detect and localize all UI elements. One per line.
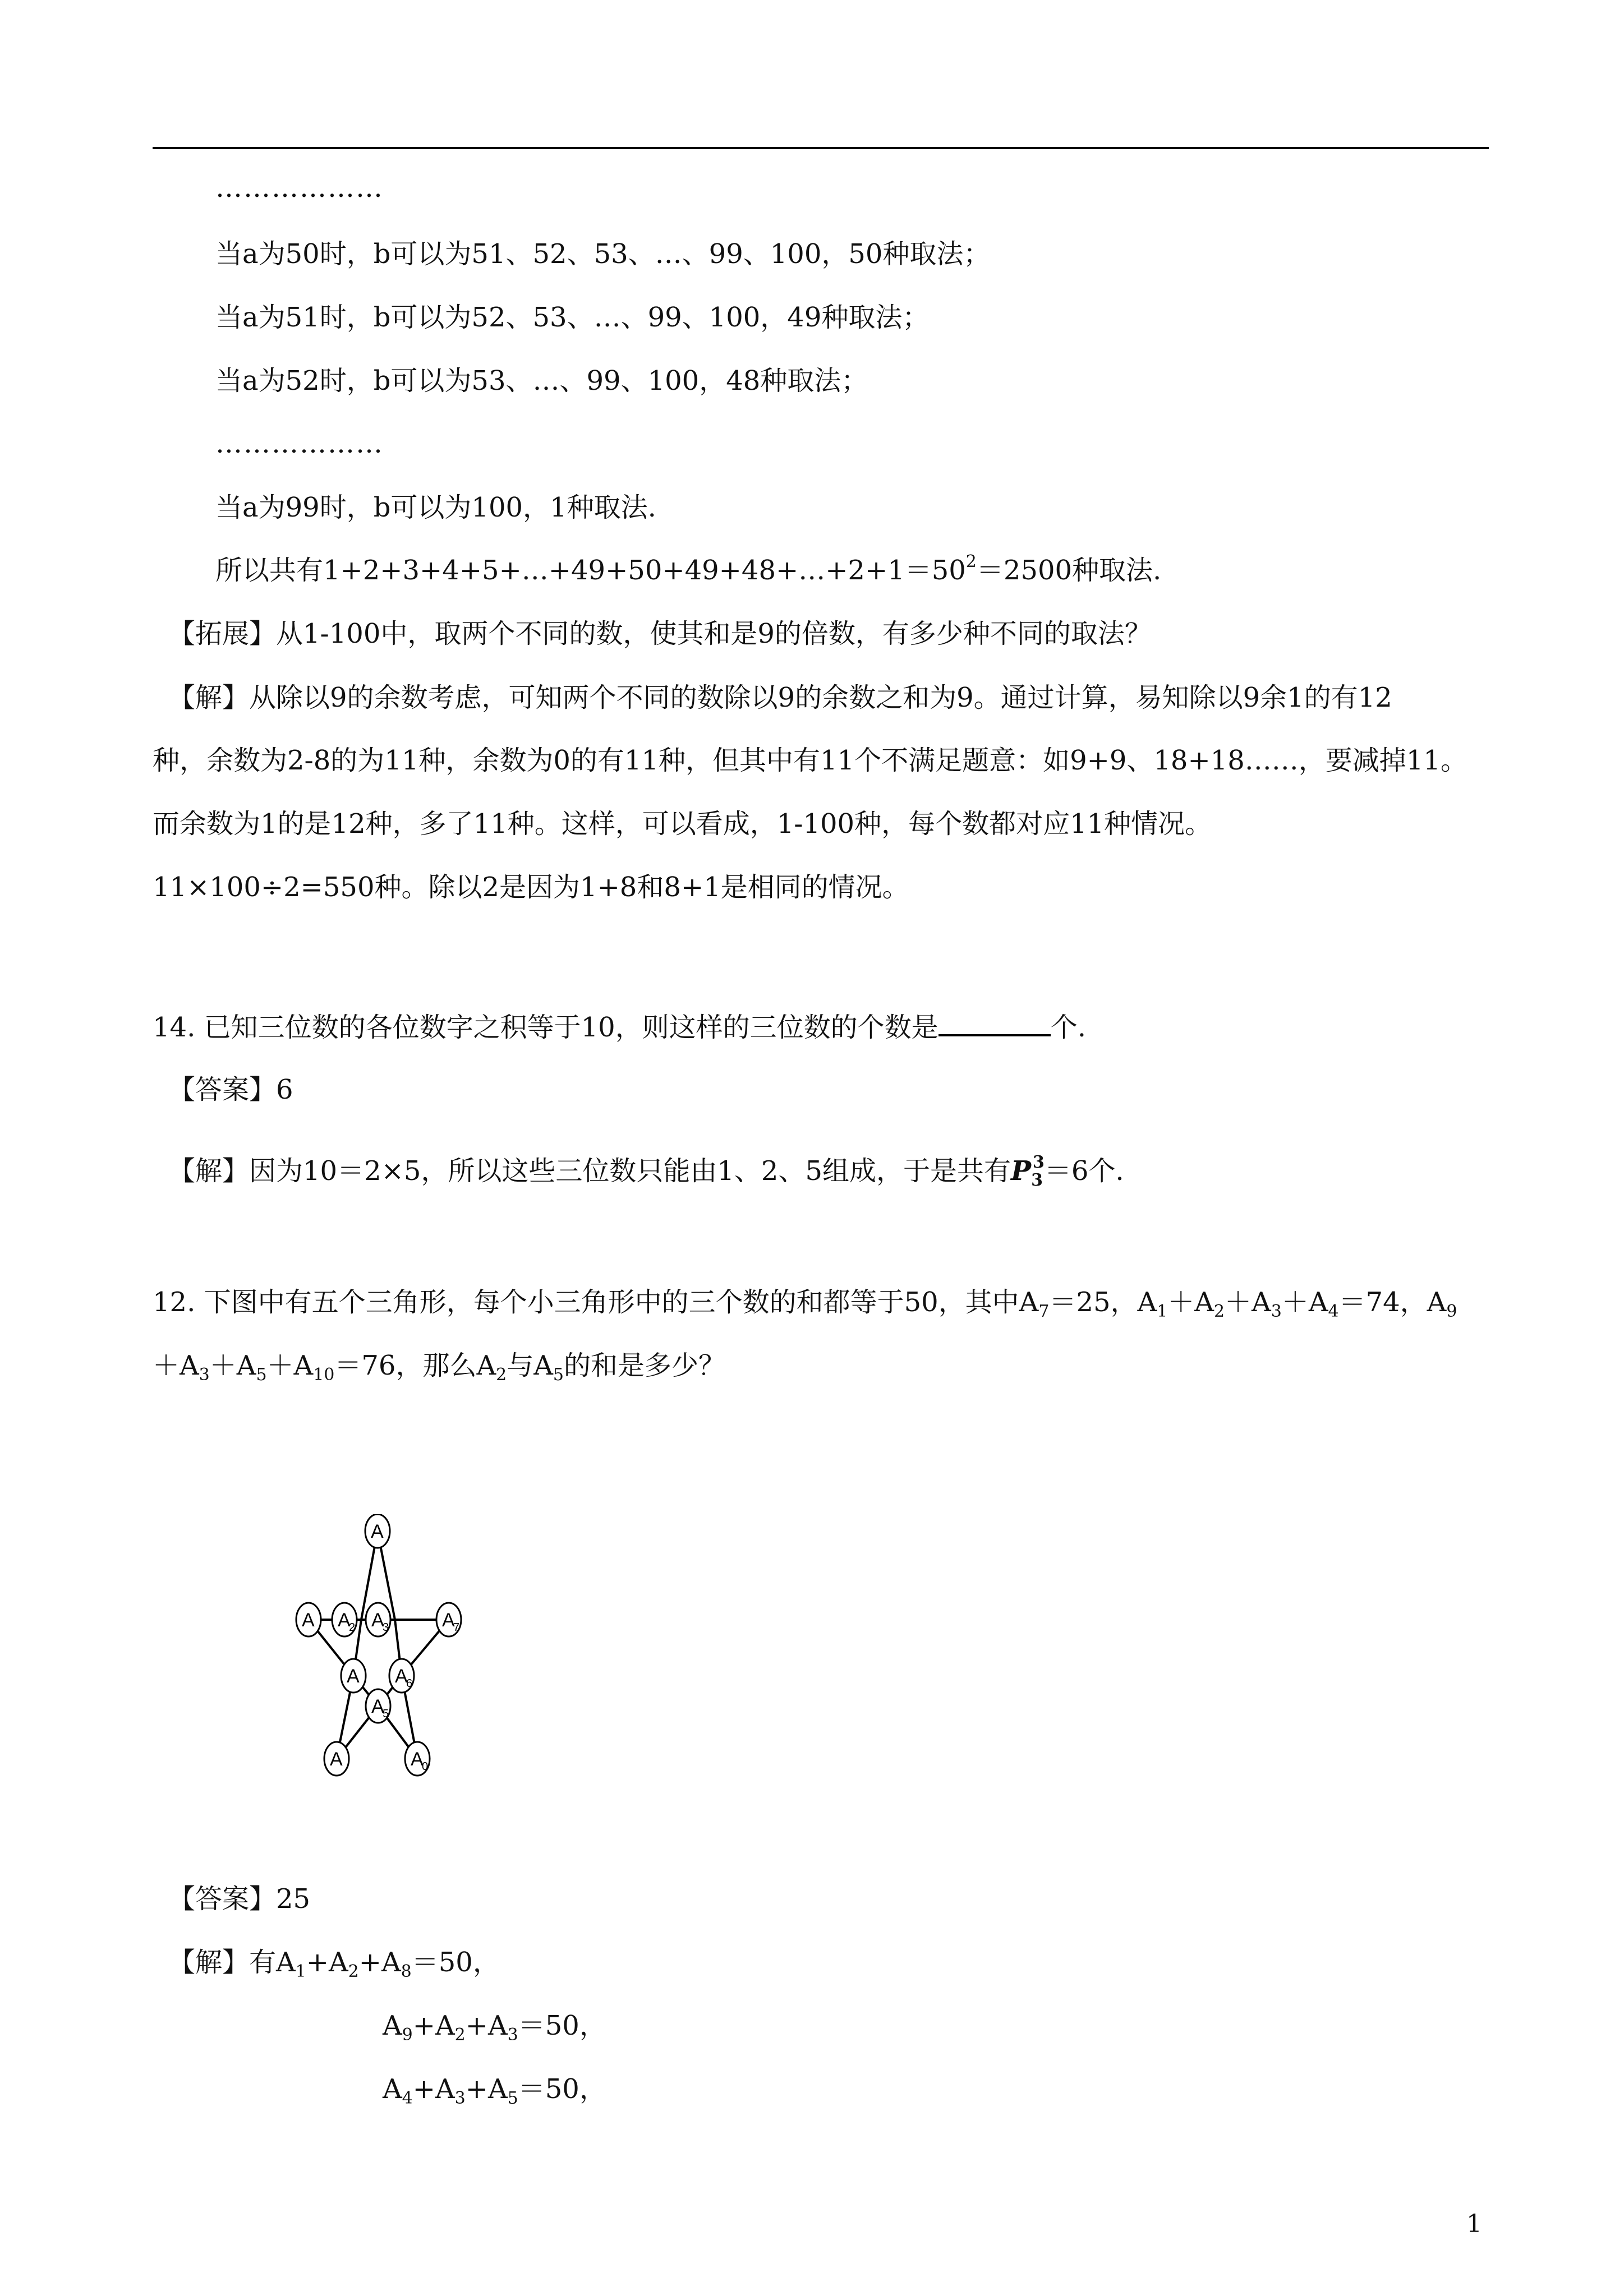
solution-12-line1: 【解】有$A_1+A_2+A_8=50$， [168, 1947, 500, 1981]
diagram-node [366, 1689, 390, 1723]
solution-result: ＝6个. [1044, 1155, 1124, 1187]
question-12-line1: 12. 下图中有五个三角形，每个小三角形中的三个数的和都等于50，其中$A_7=25$，$A_1+A_2+A_3+A_4=74$，$A_9$ [153, 1287, 1457, 1321]
diagram-node [324, 1742, 349, 1776]
text-line: 当a为99时，b可以为100，1种取法. [215, 492, 656, 523]
question-14 [153, 1009, 1086, 1044]
solution-line: 而余数为1的是12种，多了11种。这样，可以看成，1-100种，每个数都对应11种情况。 [153, 808, 1212, 840]
svg-text:A: A [371, 1521, 384, 1542]
answer-12: 【答案】25 [168, 1883, 311, 1915]
header-rule [153, 147, 1489, 149]
extension-question: 【拓展】从1-100中，取两个不同的数，使其和是9的倍数，有多少种不同的取法？ [168, 618, 1152, 649]
svg-text:2: 2 [349, 1621, 356, 1634]
text-line [215, 554, 1161, 587]
solution-line: 11×100÷2=550种。除以2是因为1+8和8+1是相同的情况。 [153, 872, 909, 903]
svg-text:6: 6 [406, 1677, 413, 1690]
text-line: 当a为50时，b可以为51、52、53、…、99、100，50种取法； [215, 238, 991, 270]
svg-text:A: A [302, 1610, 315, 1631]
solution-12-line3: $A_4+A_3+A_5=50$， [383, 2073, 606, 2108]
svg-text:A: A [371, 1610, 384, 1631]
diagram-node [389, 1659, 414, 1693]
sum-result: ＝2500种取法. [976, 555, 1162, 586]
question-text-end: 个. [1050, 1012, 1086, 1043]
solution-line: 【解】从除以9的余数考虑，可知两个不同的数除以9的余数之和为9。通过计算，易知除以9余1的有12 [168, 682, 1392, 713]
svg-text:7: 7 [453, 1621, 460, 1634]
svg-text:3: 3 [383, 1621, 389, 1634]
diagram-node [365, 1514, 390, 1548]
sum-text: 所以共有1+2+3+4+5+…+49+50+49+48+…+2+1＝50 [215, 555, 966, 586]
svg-text:5: 5 [383, 1708, 389, 1720]
solution-text: 【解】因为10＝2×5，所以这些三位数只能由1、2、5组成，于是共有 [168, 1155, 1011, 1187]
question-text: 14. 已知三位数的各位数字之积等于10，则这样的三位数的个数是 [153, 1012, 938, 1043]
exponent: 2 [965, 552, 977, 571]
svg-text:A: A [347, 1666, 360, 1687]
solution-12-line2: $A_9+A_2+A_3=50$， [383, 2010, 606, 2045]
page-number: 1 [1466, 2210, 1482, 2238]
svg-text:A: A [338, 1610, 351, 1631]
diagram-node [332, 1603, 357, 1636]
diagram-node [341, 1659, 366, 1693]
ellipsis-line: ……………… [215, 428, 384, 459]
diagram-node [366, 1603, 390, 1636]
svg-text:A: A [442, 1610, 455, 1631]
svg-text:A: A [395, 1666, 408, 1687]
ellipsis-line: ……………… [215, 172, 384, 204]
diagram-node [296, 1603, 321, 1636]
svg-text:A: A [411, 1749, 424, 1770]
solution-14 [168, 1154, 1124, 1188]
text-line: 当a为52时，b可以为53、…、99、100，48种取法； [215, 365, 868, 397]
diagram-node [405, 1742, 430, 1776]
svg-text:A: A [330, 1749, 343, 1770]
svg-text:A: A [371, 1696, 384, 1717]
text-line: 当a为51时，b可以为52、53、…、99、100，49种取法； [215, 302, 930, 333]
permutation-symbol: $P_3^3$ [1011, 1152, 1045, 1190]
diagram-node [436, 1603, 461, 1636]
answer-14: 【答案】6 [168, 1074, 293, 1105]
answer-blank [938, 1009, 1051, 1036]
star-diagram [292, 1514, 494, 1783]
solution-line: 种，余数为2-8的为11种，余数为0的有11种，但其中有11个不满足题意：如9+9、18+18……，要减掉11。 [153, 745, 1467, 776]
svg-text:0: 0 [422, 1760, 429, 1773]
question-12-line2: $+A_3+A_5+A_{10}=76$，那么$A_2$与$A_5$的和是多少？ [153, 1350, 726, 1385]
